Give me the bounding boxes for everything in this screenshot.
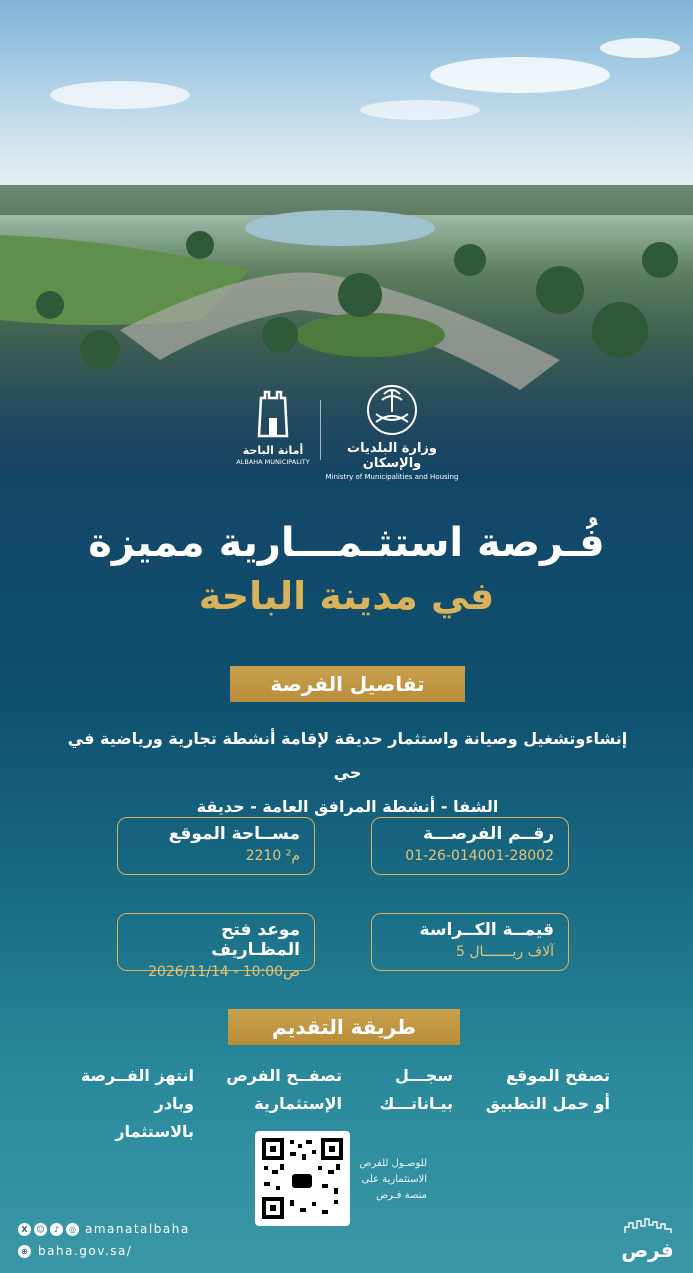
ministry-arabic-name: وزارة البلديات والإسكان bbox=[347, 441, 437, 471]
opportunity-number-card bbox=[371, 817, 569, 875]
details-ribbon: تفاصيل الفرصة bbox=[230, 666, 465, 702]
headline-line2: في مدينة الباحة bbox=[198, 574, 495, 618]
step-2-line1: سجـــل bbox=[395, 1066, 453, 1085]
ministry-logo bbox=[322, 380, 462, 481]
opening-date-label: موعد فتح المظـاريف bbox=[211, 920, 300, 960]
apply-steps bbox=[70, 1062, 620, 1141]
step-3-line2: الإستثمارية bbox=[254, 1094, 342, 1113]
qr-code-icon bbox=[262, 1138, 343, 1219]
qr-note-line2: الاستثمارية على bbox=[361, 1174, 427, 1185]
website-link[interactable] bbox=[18, 1244, 132, 1258]
albaha-arabic-name: أمانة الباحة bbox=[242, 444, 304, 457]
booklet-value-value: 5 آلاف ريـــــــال bbox=[455, 944, 554, 960]
tiktok-icon[interactable]: ♪ bbox=[50, 1223, 63, 1236]
logos-bar bbox=[0, 380, 693, 481]
step-1 bbox=[485, 1062, 610, 1118]
step-1-line2: أو حمل التطبيق bbox=[485, 1094, 610, 1113]
skyline-icon bbox=[623, 1218, 673, 1234]
x-icon[interactable]: X bbox=[18, 1223, 31, 1236]
site-area-card bbox=[117, 817, 315, 875]
website-url[interactable]: baha.gov.sa/ bbox=[38, 1244, 133, 1258]
qr-note bbox=[352, 1156, 427, 1204]
qr-note-line1: للوصـول للفرص bbox=[359, 1158, 427, 1169]
snapchat-icon[interactable]: ☺ bbox=[34, 1223, 47, 1236]
furas-word: فرص bbox=[621, 1238, 674, 1262]
opening-date-value: 2026/11/14 - 10:00ص bbox=[148, 964, 300, 980]
apply-ribbon: طريقة التقديم bbox=[228, 1009, 460, 1045]
description-line1: إنشاءوتشغيل وصيانة واستثمار حديقة لإقامة أنشطة تجارية ورياضية في حي bbox=[67, 729, 628, 782]
opportunity-description bbox=[60, 722, 635, 824]
ministry-english-name: Ministry of Municipalities and Housing bbox=[325, 473, 459, 481]
booklet-value-card bbox=[371, 913, 569, 971]
globe-icon: ⊕ bbox=[18, 1245, 31, 1258]
headline-line1: فُـرصة استثـمـــارية مميزة bbox=[88, 520, 605, 566]
description-line2: الشفا - أنشطة المرافق العامة - حديقة bbox=[196, 797, 499, 816]
opportunity-number-value: 01-26-014001-28002 bbox=[405, 848, 554, 864]
fortress-tower-icon bbox=[253, 388, 293, 438]
headline bbox=[0, 520, 693, 618]
qr-code[interactable] bbox=[255, 1131, 350, 1226]
step-3-line1: تصفــح الفرص bbox=[226, 1066, 342, 1085]
albaha-logo bbox=[228, 388, 318, 466]
step-4-line1: انتهز الفــرصة bbox=[80, 1066, 194, 1085]
step-3 bbox=[207, 1062, 342, 1118]
step-4-line2: وبادر بالاستثمار bbox=[115, 1094, 194, 1141]
social-links bbox=[18, 1219, 190, 1239]
booklet-value-label: قيمــة الكــراسة bbox=[419, 920, 554, 940]
opening-date-card bbox=[117, 913, 315, 980]
logo-divider bbox=[320, 400, 321, 460]
furas-logo bbox=[620, 1218, 675, 1262]
opportunity-number-label: رقــم الفرصـــة bbox=[423, 824, 554, 844]
instagram-icon[interactable]: ◎ bbox=[66, 1223, 79, 1236]
step-2-line2: بيـاناتـــك bbox=[379, 1094, 453, 1113]
step-4 bbox=[74, 1062, 194, 1146]
palm-swords-emblem-icon bbox=[362, 380, 422, 435]
albaha-english-name: ALBAHA MUNICIPALITY bbox=[236, 458, 310, 466]
social-handle[interactable]: amanatalbaha bbox=[85, 1222, 190, 1236]
qr-note-line3: منصة فـرص bbox=[376, 1190, 427, 1201]
site-area-value: 2210 م² bbox=[245, 848, 300, 864]
step-2 bbox=[338, 1062, 453, 1118]
step-1-line1: تصفح الموقع bbox=[505, 1066, 610, 1085]
site-area-label: مســاحة الموقع bbox=[168, 824, 300, 844]
